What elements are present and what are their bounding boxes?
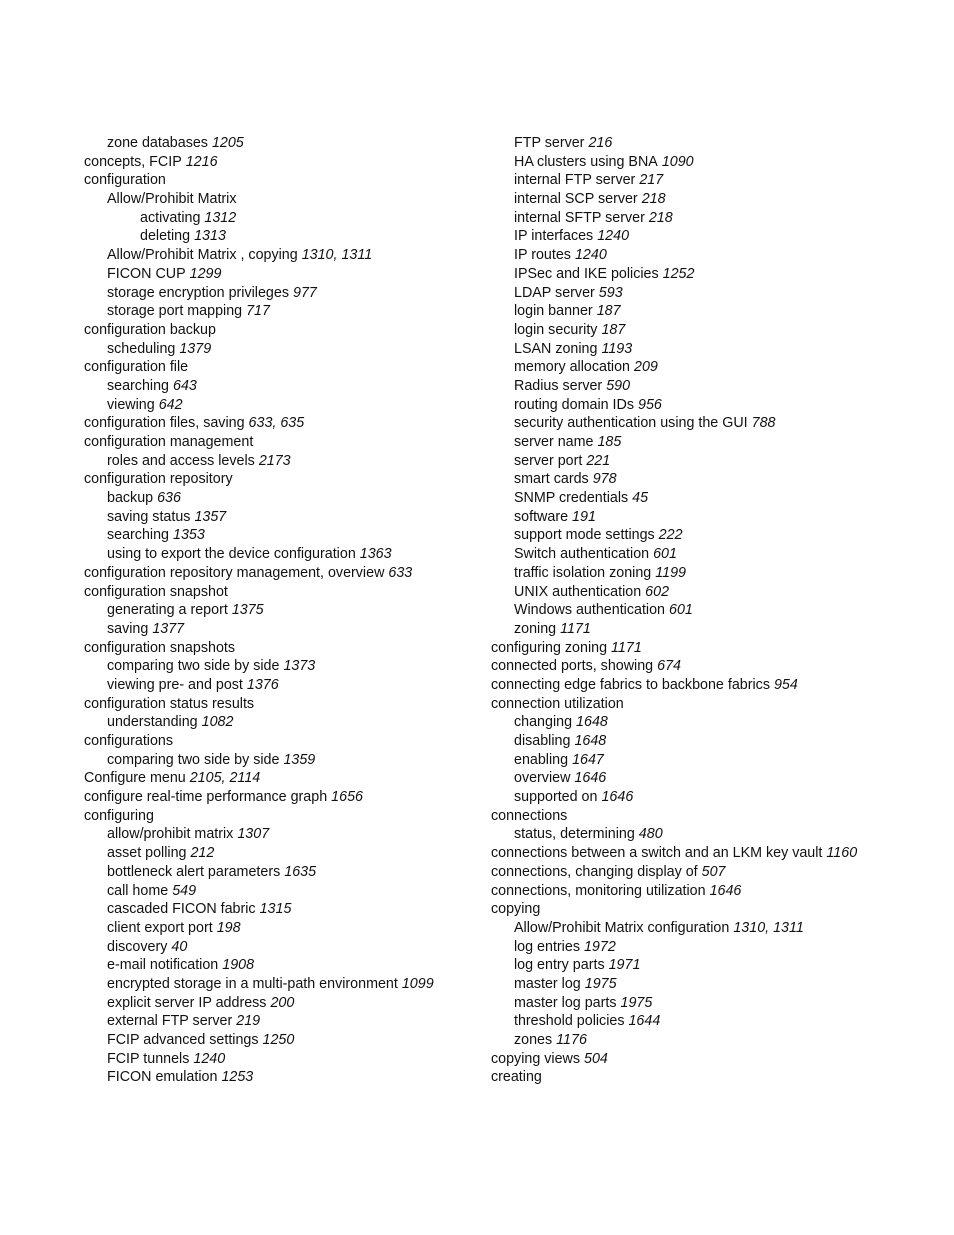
index-term: configuration status results [84, 695, 255, 712]
index-entry [84, 134, 484, 153]
index-term: explicit server IP address [107, 994, 267, 1011]
index-term: connected ports, showing [491, 658, 654, 675]
page-reference[interactable]: 219 [236, 1013, 261, 1030]
page-reference[interactable]: 1310, 1311 [301, 247, 373, 264]
index-entry [491, 657, 931, 676]
index-term: configuring zoning [491, 639, 608, 656]
index-entry [491, 994, 931, 1013]
index-entry [84, 284, 484, 303]
page-reference[interactable]: 1379 [179, 340, 212, 357]
page-reference[interactable]: 1176 [556, 1032, 587, 1048]
page-reference[interactable]: 222 [658, 527, 683, 544]
index-entry [491, 396, 931, 415]
index-entry [84, 994, 484, 1013]
index-entry [84, 695, 484, 714]
index-entry [84, 265, 484, 284]
index-term: generating a report [107, 602, 228, 619]
index-entry [84, 825, 484, 844]
page-reference[interactable]: 1647 [572, 751, 604, 768]
index-entry [84, 246, 484, 265]
index-entry [491, 751, 931, 770]
index-entry [491, 620, 931, 639]
index-term: configuration repository [84, 471, 233, 488]
index-term: concepts, FCIP [84, 153, 182, 170]
page-reference[interactable]: 1635 [284, 863, 317, 880]
index-term: IP routes [514, 247, 571, 264]
index-term: zones [514, 1032, 553, 1048]
index-entry [84, 1050, 484, 1069]
page-reference[interactable]: 1090 [661, 153, 694, 170]
index-entry [84, 639, 484, 658]
index-entry [84, 900, 484, 919]
page-reference[interactable]: 977 [293, 284, 317, 301]
page-reference[interactable]: 1252 [662, 265, 695, 282]
page-reference[interactable]: 1099 [401, 975, 434, 992]
index-term: configuration backup [84, 321, 216, 338]
index-entry [84, 713, 484, 732]
page-reference[interactable]: 480 [638, 826, 663, 843]
index-term: configuration snapshot [84, 583, 228, 600]
index-entry [84, 526, 484, 545]
page-reference[interactable]: 1240 [574, 247, 607, 264]
page-reference[interactable]: 674 [657, 658, 681, 675]
index-term: storage port mapping [107, 303, 243, 320]
index-term: login security [514, 321, 598, 338]
index-term: configuring [84, 807, 154, 824]
page-reference[interactable]: 216 [588, 135, 613, 151]
page-reference[interactable]: 1357 [194, 508, 227, 525]
index-term: traffic isolation zoning [514, 564, 652, 581]
index-term: Radius server [514, 377, 603, 394]
index-term: server port [514, 452, 583, 469]
page-reference[interactable]: 1193 [601, 340, 633, 357]
index-term: zoning [514, 620, 557, 637]
index-term: copying views [491, 1050, 580, 1067]
index-column-right [491, 134, 931, 1087]
index-entry [84, 508, 484, 527]
index-entry [84, 396, 484, 415]
index-term: LSAN zoning [514, 340, 598, 357]
page-reference[interactable]: 218 [648, 209, 673, 226]
index-term: software [514, 508, 569, 525]
index-term: asset polling [107, 845, 187, 862]
index-entry [491, 601, 931, 620]
index-entry [491, 583, 931, 602]
index-entry [491, 807, 931, 826]
page-reference[interactable]: 593 [598, 284, 623, 301]
index-term: Allow/Prohibit Matrix configuration [514, 919, 730, 936]
page-reference[interactable]: 221 [586, 452, 611, 469]
index-entry [491, 134, 931, 153]
index-term: disabling [514, 733, 571, 749]
page-reference[interactable]: 643 [173, 377, 197, 394]
page-reference[interactable]: 1646 [601, 789, 634, 806]
index-term: call home [107, 882, 169, 899]
index-term: log entries [514, 938, 580, 955]
index-entry [491, 769, 931, 788]
index-entry [84, 863, 484, 882]
index-term: client export port [107, 919, 213, 936]
page-reference[interactable]: 1313 [194, 228, 226, 245]
index-term: zone databases [107, 135, 208, 151]
index-term: smart cards [514, 471, 589, 488]
index-entry [84, 919, 484, 938]
page-reference[interactable]: 1972 [583, 938, 616, 955]
index-entry [491, 358, 931, 377]
page-reference[interactable]: 978 [592, 471, 617, 488]
index-entry [491, 433, 931, 452]
index-entry [84, 545, 484, 564]
page-reference[interactable]: 1648 [576, 714, 608, 731]
page-reference[interactable]: 187 [601, 321, 626, 338]
index-entry [491, 695, 931, 714]
index-term: threshold policies [514, 1013, 625, 1030]
page-reference[interactable]: 40 [171, 938, 188, 955]
index-term: FICON CUP [107, 265, 186, 282]
index-term: enabling [514, 751, 569, 768]
index-term: copying [491, 901, 541, 918]
index-entry [491, 975, 931, 994]
index-term: UNIX authentication [514, 583, 642, 600]
index-entry [491, 639, 931, 658]
page-reference[interactable]: 1656 [331, 789, 363, 806]
index-term: supported on [514, 789, 598, 806]
index-entry [84, 358, 484, 377]
page-reference[interactable]: 1240 [193, 1050, 226, 1067]
index-entry [491, 919, 931, 938]
index-term: activating [140, 209, 201, 226]
index-entry [84, 956, 484, 975]
index-entry [84, 153, 484, 172]
page-reference[interactable]: 1160 [826, 845, 858, 862]
index-entry [84, 882, 484, 901]
index-entry [84, 171, 484, 190]
index-term: Configure menu [84, 770, 186, 787]
page-reference[interactable]: 1644 [628, 1013, 661, 1030]
index-entry [491, 227, 931, 246]
page-reference[interactable]: 1975 [584, 975, 617, 992]
page-reference[interactable]: 1646 [574, 770, 607, 787]
index-entry [84, 190, 484, 209]
index-entry [84, 564, 484, 583]
index-term: memory allocation [514, 359, 631, 376]
page-reference[interactable]: 198 [216, 919, 241, 936]
index-term: e-mail notification [107, 957, 219, 974]
index-entry [84, 227, 484, 246]
index-entry [84, 377, 484, 396]
index-term: backup [107, 490, 154, 507]
index-entry [84, 676, 484, 695]
page-reference[interactable]: 633 [388, 564, 413, 581]
index-entry [491, 190, 931, 209]
page-reference[interactable]: 602 [645, 583, 670, 600]
page-reference[interactable]: 1082 [201, 714, 234, 731]
index-term: saving [107, 620, 149, 637]
page-reference[interactable]: 590 [606, 377, 631, 394]
page-reference[interactable]: 1363 [359, 546, 392, 563]
index-term: configuration snapshots [84, 639, 236, 656]
page-reference[interactable]: 1307 [237, 826, 270, 843]
index-entry [491, 489, 931, 508]
index-term: changing [514, 714, 573, 731]
index-entry [84, 1068, 484, 1087]
index-term: security authentication using the GUI [514, 415, 748, 432]
page-reference[interactable]: 504 [584, 1050, 608, 1067]
index-term: viewing pre- and post [107, 676, 243, 693]
index-term: understanding [107, 714, 198, 731]
index-entry [84, 209, 484, 228]
index-entry [491, 938, 931, 957]
page-reference[interactable]: 1353 [173, 527, 205, 544]
index-term: searching [107, 527, 169, 544]
index-term: cascaded FICON fabric [107, 901, 256, 918]
page-reference[interactable]: 636 [157, 490, 181, 507]
page-reference[interactable]: 2173 [258, 452, 291, 469]
index-term: saving status [107, 508, 191, 525]
page-reference[interactable]: 549 [172, 882, 197, 899]
index-entry [491, 900, 931, 919]
index-entry [491, 1031, 931, 1050]
index-term: FICON emulation [107, 1069, 218, 1086]
index-term: master log [514, 975, 581, 992]
index-entry [491, 246, 931, 265]
index-term: bottleneck alert parameters [107, 863, 281, 880]
index-term: roles and access levels [107, 452, 255, 469]
page-reference[interactable]: 642 [158, 396, 183, 413]
index-term: FCIP tunnels [107, 1050, 190, 1067]
page-reference[interactable]: 1250 [262, 1032, 295, 1048]
page-reference[interactable]: 1171 [611, 639, 642, 656]
index-entry [491, 209, 931, 228]
index-entry [84, 732, 484, 751]
index-entry [491, 414, 931, 433]
index-term: LDAP server [514, 284, 595, 301]
index-term: using to export the device configuration [107, 546, 356, 563]
index-term: discovery [107, 938, 168, 955]
page-reference[interactable]: 1299 [189, 265, 222, 282]
index-term: connection utilization [491, 695, 624, 712]
page-reference[interactable]: 1359 [283, 751, 316, 768]
page-reference[interactable]: 1310, 1311 [733, 919, 804, 936]
page-reference[interactable]: 1205 [211, 135, 244, 151]
index-entry [491, 265, 931, 284]
index-entry [84, 975, 484, 994]
page-reference[interactable]: 788 [751, 415, 776, 432]
page-reference[interactable]: 209 [634, 359, 658, 376]
index-term: Windows authentication [514, 602, 665, 619]
index-entry [491, 882, 931, 901]
index-term: Allow/Prohibit Matrix , copying [107, 247, 298, 264]
index-term: log entry parts [514, 957, 605, 974]
index-term: deleting [140, 228, 191, 245]
index-term: IP interfaces [514, 228, 594, 245]
index-term: overview [514, 770, 571, 787]
index-term: Allow/Prohibit Matrix [107, 191, 237, 208]
index-term: FCIP advanced settings [107, 1032, 259, 1048]
index-entry [84, 844, 484, 863]
page-reference[interactable]: 212 [190, 845, 215, 862]
index-entry [84, 601, 484, 620]
page-reference[interactable]: 1312 [204, 209, 237, 226]
page-reference[interactable]: 1648 [574, 733, 607, 749]
index-term: creating [491, 1069, 542, 1086]
index-term: internal SCP server [514, 191, 638, 208]
index-entry [84, 657, 484, 676]
page-reference[interactable]: 1373 [283, 658, 316, 675]
index-term: routing domain IDs [514, 396, 634, 413]
index-term: encrypted storage in a multi-path environment [107, 975, 398, 992]
index-term: allow/prohibit matrix [107, 826, 234, 843]
index-entry [491, 564, 931, 583]
page-reference[interactable]: 45 [632, 490, 649, 507]
page-reference[interactable]: 954 [773, 676, 798, 693]
index-entry [491, 844, 931, 863]
index-entry [491, 1068, 931, 1087]
index-entry [491, 302, 931, 321]
page-reference[interactable]: 200 [270, 994, 295, 1011]
index-term: configure real-time performance graph [84, 789, 328, 806]
index-term: master log parts [514, 994, 617, 1011]
page-reference[interactable]: 956 [638, 396, 662, 413]
page-reference[interactable]: 507 [701, 863, 726, 880]
page-reference[interactable]: 717 [246, 303, 270, 320]
index-entry [491, 171, 931, 190]
index-term: connections [491, 807, 568, 824]
index-entry [84, 751, 484, 770]
page-reference[interactable]: 185 [597, 434, 622, 450]
index-term: internal FTP server [514, 172, 636, 189]
index-term: viewing [107, 396, 155, 413]
index-column-left [84, 134, 484, 1087]
index-term: configurations [84, 733, 174, 749]
index-term: configuration [84, 172, 166, 189]
index-entry [84, 302, 484, 321]
index-term: storage encryption privileges [107, 284, 289, 301]
index-entry [84, 321, 484, 340]
index-term: searching [107, 377, 169, 394]
index-term: connecting edge fabrics to backbone fabrics [491, 676, 770, 693]
index-entry [491, 284, 931, 303]
index-entry [84, 340, 484, 359]
page-reference[interactable]: 1240 [597, 228, 630, 245]
index-term: comparing two side by side [107, 751, 280, 768]
index-entry [491, 377, 931, 396]
index-term: configuration file [84, 359, 189, 376]
page-reference[interactable]: 1375 [231, 602, 264, 619]
index-entry [491, 470, 931, 489]
index-term: FTP server [514, 135, 585, 151]
index-entry [491, 526, 931, 545]
page-reference[interactable]: 218 [641, 191, 666, 208]
page-reference[interactable]: 187 [596, 303, 621, 320]
index-entry [491, 545, 931, 564]
index-term: connections between a switch and an LKM key vault [491, 845, 823, 862]
page-reference[interactable]: 1171 [560, 620, 591, 637]
page-reference[interactable]: 1646 [709, 882, 742, 899]
index-term: scheduling [107, 340, 176, 357]
index-entry [84, 938, 484, 957]
index-term: IPSec and IKE policies [514, 265, 659, 282]
index-term: HA clusters using BNA [514, 153, 658, 170]
index-entry [84, 452, 484, 471]
index-term: server name [514, 434, 594, 450]
index-term: configuration management [84, 434, 254, 450]
page-reference[interactable]: 1377 [152, 620, 185, 637]
index-entry [491, 956, 931, 975]
index-term: comparing two side by side [107, 658, 280, 675]
index-term: external FTP server [107, 1013, 233, 1030]
index-term: status, determining [514, 826, 635, 843]
index-entry [491, 732, 931, 751]
page-reference[interactable]: 1315 [259, 901, 292, 918]
index-term: internal SFTP server [514, 209, 645, 226]
index-entry [491, 321, 931, 340]
index-entry [84, 1031, 484, 1050]
index-entry [84, 620, 484, 639]
index-entry [84, 470, 484, 489]
index-entry [491, 153, 931, 172]
index-term: configuration files, saving [84, 415, 245, 432]
index-entry [84, 1012, 484, 1031]
index-term: connections, monitoring utilization [491, 882, 706, 899]
index-entry [491, 1012, 931, 1031]
index-entry [491, 1050, 931, 1069]
index-term: Switch authentication [514, 546, 650, 563]
index-term: SNMP credentials [514, 490, 629, 507]
index-entry [491, 340, 931, 359]
page-reference[interactable]: 1971 [608, 957, 641, 974]
index-entry [84, 489, 484, 508]
page-reference[interactable]: 1253 [221, 1069, 254, 1086]
index-entry [84, 807, 484, 826]
page-reference[interactable]: 601 [653, 546, 677, 563]
index-term: connections, changing display of [491, 863, 698, 880]
page-reference[interactable]: 1199 [655, 564, 686, 581]
index-entry [491, 452, 931, 471]
index-entry [84, 788, 484, 807]
page-reference[interactable]: 217 [639, 172, 664, 189]
page-reference[interactable]: 633, 635 [248, 415, 305, 432]
index-entry [491, 788, 931, 807]
page-reference[interactable]: 191 [572, 508, 596, 525]
page-reference[interactable]: 1216 [185, 153, 218, 170]
index-entry [491, 676, 931, 695]
page-reference[interactable]: 2105, 2114 [189, 770, 261, 787]
page-reference[interactable]: 1376 [246, 676, 279, 693]
page-reference[interactable]: 601 [669, 602, 693, 619]
index-entry [491, 825, 931, 844]
index-entry [491, 508, 931, 527]
index-term: login banner [514, 303, 593, 320]
index-entry [84, 433, 484, 452]
index-term: configuration repository management, overview [84, 564, 385, 581]
page-reference[interactable]: 1975 [620, 994, 653, 1011]
index-entry [84, 414, 484, 433]
index-entry [84, 583, 484, 602]
index-term: support mode settings [514, 527, 655, 544]
index-entry [491, 863, 931, 882]
page-reference[interactable]: 1908 [222, 957, 255, 974]
index-entry [491, 713, 931, 732]
index-entry [84, 769, 484, 788]
